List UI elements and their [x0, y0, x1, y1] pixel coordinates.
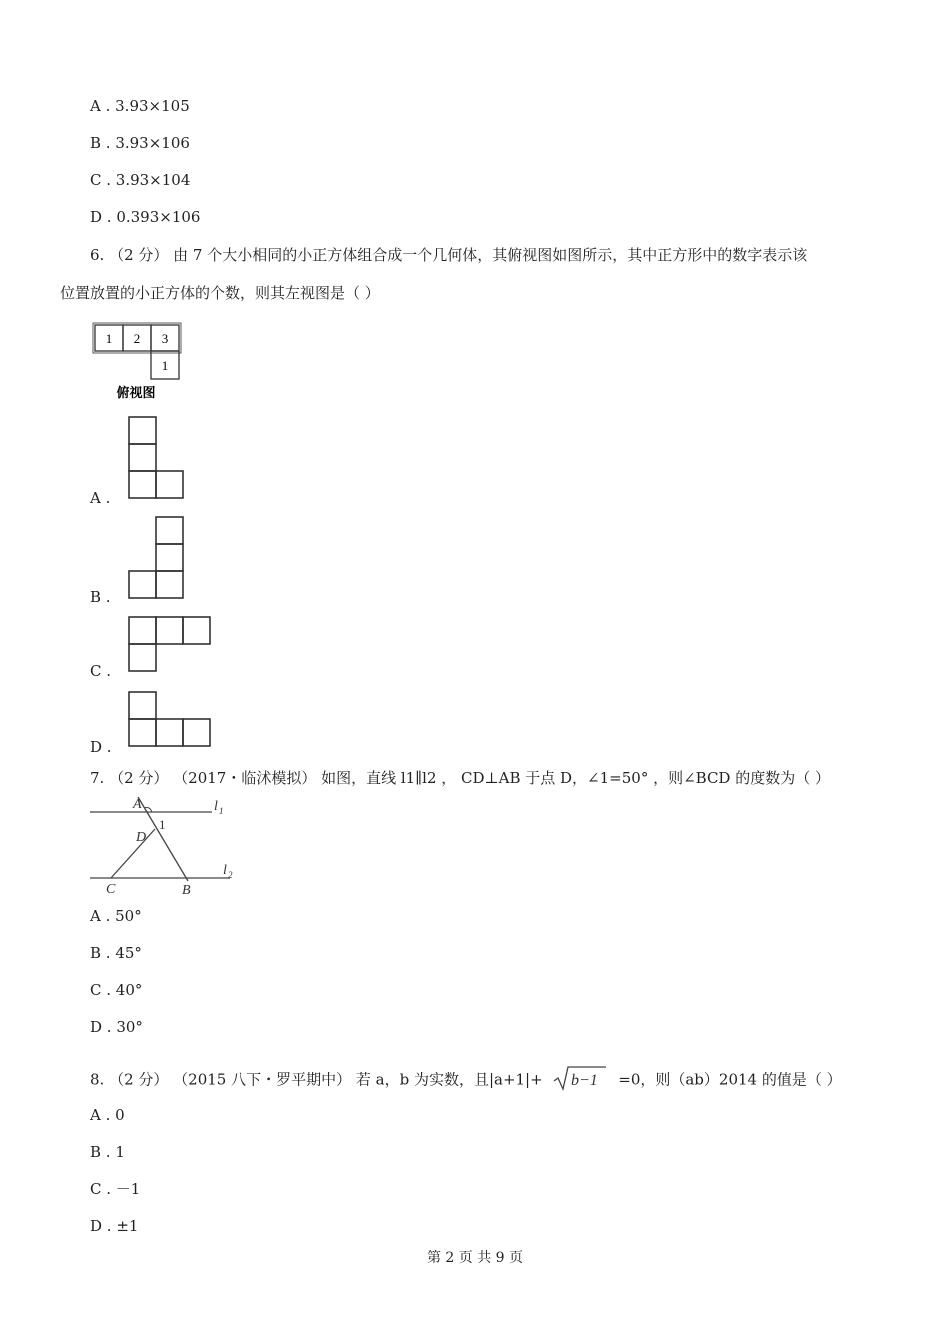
q5-option-c: C . 3.93×104	[90, 171, 191, 189]
q7-option-d: D . 30°	[90, 1018, 143, 1036]
q8-stem-before: 8. （2 分） （2015 八下・罗平期中） 若 a，b 为实数，且|a+1|+	[90, 1070, 543, 1089]
q7-label-l2-sub: 2	[228, 870, 233, 880]
q5-option-a: A . 3.93×105	[90, 97, 190, 115]
q8-stem	[90, 1065, 842, 1096]
q8-option-a: A . 0	[90, 1106, 125, 1124]
q6-stem-line1: 6. （2 分） 由 7 个大小相同的小正方体组合成一个几何体，其俯视图如图所示，其中正方形中的数字表示该	[90, 246, 808, 264]
q8-sqrt-content: b−1	[571, 1072, 599, 1089]
top-view-cell-1: 1	[105, 331, 113, 346]
top-view-cell-2: 2	[133, 331, 141, 346]
q8-stem-after: =0，则（ab）2014 的值是（ ）	[618, 1070, 842, 1089]
q7-label-angle-1: 1	[159, 817, 166, 832]
q7-label-l1-sub: 1	[219, 806, 224, 816]
q7-label-l1: l	[214, 799, 218, 814]
q7-figure	[88, 794, 238, 898]
top-view-grid	[92, 322, 192, 404]
top-view-figure	[92, 322, 192, 404]
sqrt-radical-icon	[553, 1065, 607, 1091]
top-view-caption: 俯视图	[116, 386, 156, 401]
q6-option-d-label: D .	[90, 738, 112, 756]
q7-option-a: A . 50°	[90, 907, 142, 925]
q6-option-b-figure	[126, 514, 188, 602]
q5-option-d: D . 0.393×106	[90, 208, 201, 226]
q6-stem-line2: 位置放置的小正方体的个数，则其左视图是（ ）	[60, 284, 380, 302]
q6-option-c-label: C .	[90, 662, 112, 680]
q8-sqrt	[553, 1065, 607, 1096]
q7-stem: 7. （2 分） （2017・临沭模拟） 如图，直线 l1∥l2 ， CD⊥AB 于点 D，∠1=50° ，则∠BCD 的度数为（ ）	[90, 769, 830, 787]
q6-option-a-figure	[126, 414, 188, 502]
q6-option-b-label: B .	[90, 588, 111, 606]
q8-option-b: B . 1	[90, 1143, 125, 1161]
top-view-cell-3: 3	[161, 331, 169, 346]
q7-label-a: A	[133, 797, 142, 812]
q6-option-d-figure	[126, 689, 216, 751]
q6-option-c-figure	[126, 614, 216, 676]
q5-option-b: B . 3.93×106	[90, 134, 190, 152]
q7-option-c: C . 40°	[90, 981, 143, 999]
page-footer: 第 2 页 共 9 页	[426, 1250, 524, 1266]
q7-label-c: C	[106, 882, 116, 897]
q7-label-b: B	[182, 883, 191, 898]
q8-option-c: C . －1	[90, 1180, 141, 1198]
q7-option-b: B . 45°	[90, 944, 142, 962]
q7-label-l2: l	[223, 863, 227, 878]
q7-label-d: D	[136, 830, 147, 845]
q8-option-d: D . ±1	[90, 1217, 139, 1235]
top-view-cell-4: 1	[161, 358, 169, 373]
q6-option-a-label: A .	[90, 489, 111, 507]
